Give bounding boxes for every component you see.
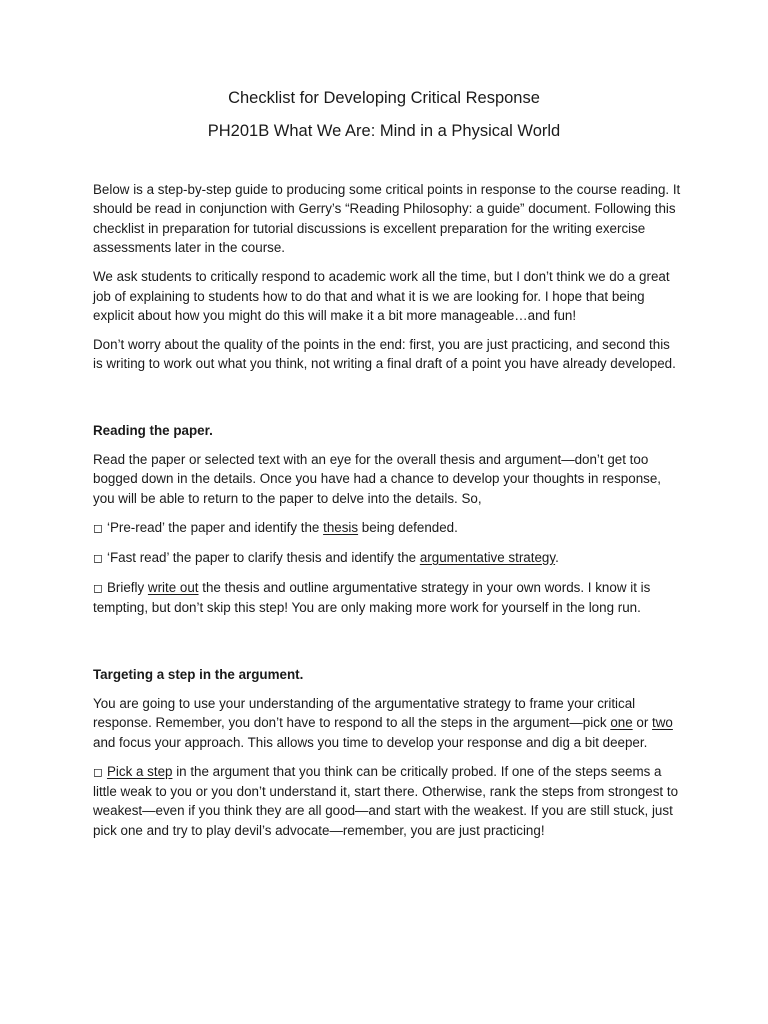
- paragraph-text: You are going to use your understanding of the argumentative strategy to frame your critical response. Remember, you don’t have to respond to all the steps in the argument—pick: [93, 695, 636, 731]
- document-body: [93, 180, 683, 840]
- checklist-item-text: the thesis and outline argumentative strategy in your own words. I know it is tempting, but don’t skip this step! You are only making more work for yourself in the long run.: [93, 579, 651, 615]
- checkbox-icon[interactable]: ◻: [93, 764, 103, 779]
- section-spacer: [93, 383, 683, 421]
- checkbox-icon[interactable]: ◻: [93, 550, 103, 565]
- underlined-term: thesis: [323, 519, 359, 535]
- checklist-item-text: Briefly: [106, 579, 148, 595]
- checklist-item-text: .: [555, 549, 559, 565]
- checklist-item-pre-read: [93, 518, 683, 538]
- intro-paragraph-2: We ask students to critically respond to academic work all the time, but I don’t think we do a great job of explaining to students how to do that and what it is we are looking for. I hope that being explicit about how you might do this will make it a bit more manageable…and fun!: [93, 269, 670, 323]
- underlined-term: write out: [147, 579, 199, 595]
- intro-paragraph-3: Don’t worry about the quality of the points in the end: first, you are just practicing, and second this is writing to work out what you think, not writing a final draft of a point you have already developed.: [93, 336, 676, 372]
- checklist-item-write-out: [93, 578, 683, 618]
- document-subtitle: PH201B What We Are: Mind in a Physical World: [207, 122, 561, 140]
- checklist-item-text: in the argument that you think can be critically probed. If one of the steps seems a little weak to you or you don’t understand it, start there. Otherwise, rank the steps from strongest to weakest—even if you think they are all good—and start with the weakest. If you are still stuck, just pick one and try to play devil’s advocate—remember, you are just practicing!: [93, 763, 679, 838]
- checklist-item-fast-read: [93, 548, 683, 568]
- checklist-item-text: ‘Pre-read’ the paper and identify the: [106, 519, 324, 535]
- checklist-item-text: being defended.: [358, 519, 458, 535]
- checkbox-icon[interactable]: ◻: [93, 580, 103, 595]
- checkbox-icon[interactable]: ◻: [93, 520, 103, 535]
- checklist-item-text: ‘Fast read’ the paper to clarify thesis and identify the: [106, 549, 420, 565]
- paragraph-text: or: [632, 715, 653, 731]
- paragraph-text: and focus your approach. This allows you time to develop your response and dig a bit deeper.: [93, 734, 648, 750]
- section-heading-targeting: Targeting a step in the argument.: [93, 666, 304, 682]
- reading-paragraph: Read the paper or selected text with an eye for the overall thesis and argument—don’t get too bogged down in the details. Once you have had a chance to develop your thoughts in response, you will be able to return to the paper to delve into the details. So,: [93, 452, 662, 506]
- underlined-term: one: [610, 715, 633, 731]
- targeting-paragraph: [93, 694, 683, 752]
- underlined-term: two: [652, 715, 673, 731]
- section-spacer: [93, 627, 683, 665]
- intro-paragraph-1: Below is a step-by-step guide to producing some critical points in response to the course reading. It should be read in conjunction with Gerry’s “Reading Philosophy: a guide” document. Following this checklist in preparation for tutorial discussions is excellent preparation for the writing exercise assessments later in the course.: [93, 182, 681, 256]
- checklist-item-pick-step: [93, 762, 683, 841]
- underlined-term: Pick a step: [106, 763, 173, 779]
- document-title: Checklist for Developing Critical Response: [228, 89, 540, 107]
- section-heading-reading: Reading the paper.: [93, 423, 213, 439]
- underlined-term: argumentative strategy: [419, 549, 556, 565]
